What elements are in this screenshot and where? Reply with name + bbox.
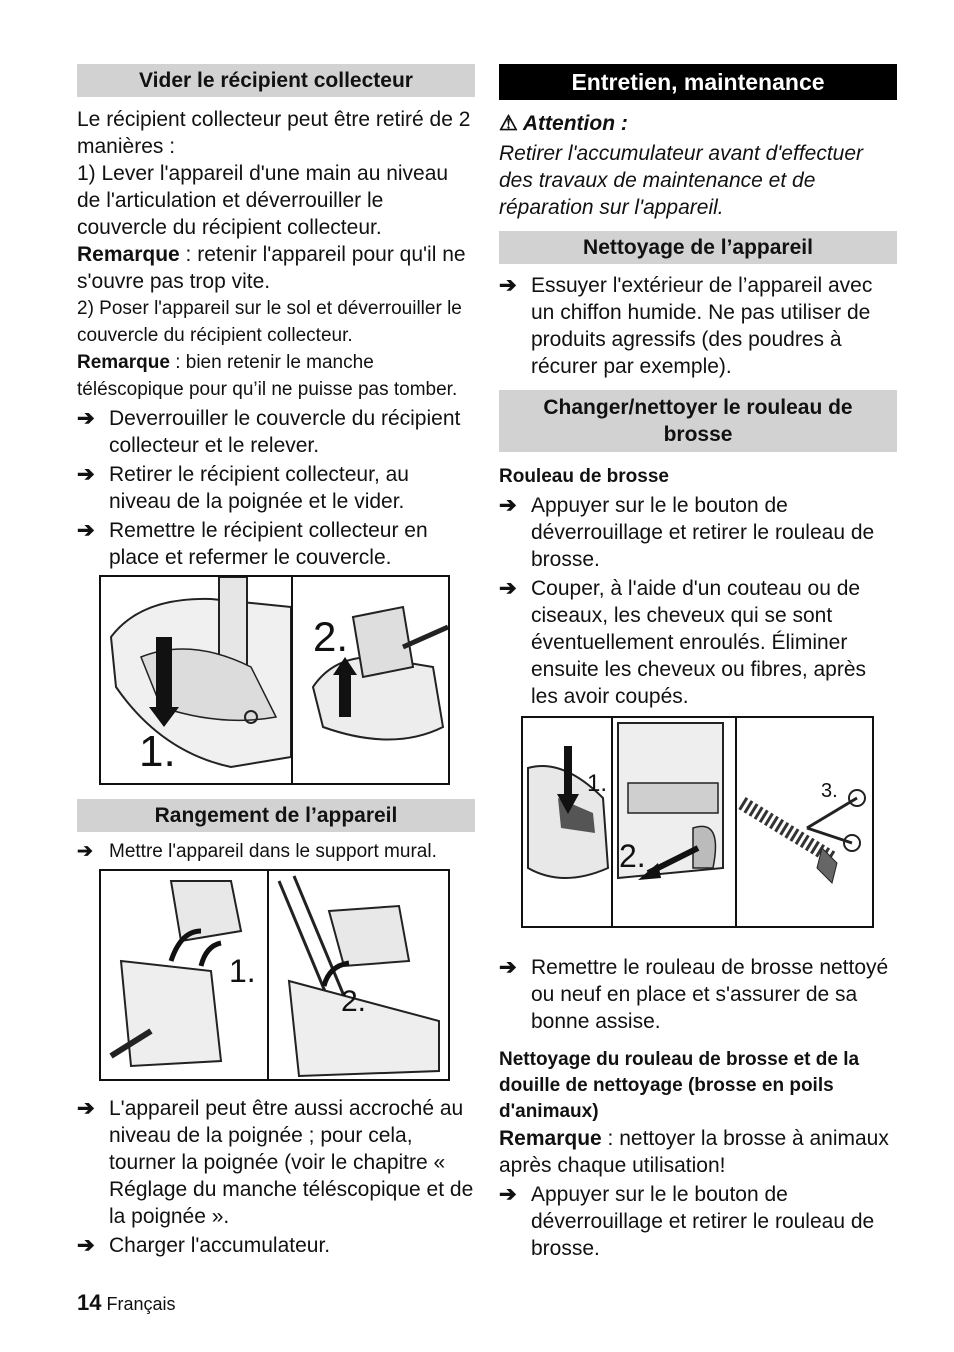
figure-panel bbox=[101, 577, 293, 783]
note-text: : bien retenir le manche téléscopique pour qu’il ne puisse pas tomber. bbox=[77, 352, 458, 400]
figure-panel bbox=[613, 718, 737, 926]
paragraph: Le récipient collecteur peut être retiré de 2 manières : bbox=[77, 108, 471, 158]
figure-panel bbox=[269, 871, 448, 1079]
figure-label: 1. bbox=[139, 727, 176, 776]
arrow-icon: ➔ bbox=[499, 274, 517, 297]
attention-text: Retirer l'accumulateur avant d'effectuer des travaux de maintenance et de réparation sur l'appareil. bbox=[499, 142, 864, 219]
figure-label: 1. bbox=[229, 953, 256, 989]
chapter-title: Entretien, maintenance bbox=[499, 64, 897, 100]
list-item: ➔ Appuyer sur le le bouton de déverrouillage et retirer le rouleau de brosse. bbox=[499, 494, 875, 571]
arrow-icon: ➔ bbox=[77, 463, 95, 486]
list-item: ➔ Essuyer l'extérieur de l’appareil avec un chiffon humide. Ne pas utiliser de produits agressifs (des poudres à récurer par exemple). bbox=[499, 274, 873, 378]
note bbox=[77, 349, 475, 403]
subheading: Rouleau de brosse bbox=[499, 466, 669, 487]
arrow-icon: ➔ bbox=[77, 1097, 95, 1120]
note bbox=[77, 241, 475, 295]
note-label: Remarque bbox=[77, 352, 170, 373]
note-label: Remarque bbox=[77, 243, 180, 266]
figure-label: 3. bbox=[821, 780, 838, 802]
arrow-icon: ➔ bbox=[499, 956, 517, 979]
list-item: ➔ Charger l'accumulateur. bbox=[77, 1234, 331, 1257]
figure-brush-roller bbox=[521, 716, 874, 928]
list-item: ➔ Remettre le rouleau de brosse nettoyé ou neuf en place et s'assurer de sa bonne assise. bbox=[499, 956, 889, 1033]
list-item: ➔ Deverrouiller le couvercle du récipient collecteur et le relever. bbox=[77, 407, 461, 457]
warning-icon: ⚠ bbox=[499, 112, 518, 135]
paragraph: 1) Lever l'appareil d'une main au niveau de l'articulation et déverrouiller le couvercle du récipient collecteur. bbox=[77, 162, 449, 239]
subheading: Nettoyage du rouleau de brosse et de la douille de nettoyage (brosse en poils d'animaux) bbox=[499, 1049, 860, 1122]
list-item: ➔ L'appareil peut être aussi accroché au niveau de la poignée ; pour cela, tourner la poignée (voir le chapitre « Réglage du manche téléscopique et de la poignée ». bbox=[77, 1097, 474, 1228]
list-item: ➔ Appuyer sur le le bouton de déverrouillage et retirer le rouleau de brosse. bbox=[499, 1183, 875, 1260]
note bbox=[499, 1125, 897, 1179]
arrow-icon: ➔ bbox=[77, 841, 93, 862]
arrow-icon: ➔ bbox=[77, 407, 95, 430]
arrow-icon: ➔ bbox=[499, 494, 517, 517]
section-title-brush-roller: Changer/nettoyer le rouleau de brosse bbox=[499, 390, 897, 452]
note-label: Remarque bbox=[499, 1127, 602, 1150]
page-number: 14 bbox=[77, 1290, 102, 1315]
page-footer bbox=[77, 1290, 176, 1316]
right-column bbox=[499, 64, 897, 1264]
attention-heading: ⚠ Attention : bbox=[499, 112, 628, 135]
figure-wall-mount bbox=[99, 869, 450, 1081]
language-label: Français bbox=[106, 1294, 176, 1314]
figure-label: 2. bbox=[313, 613, 349, 660]
figure-panel bbox=[737, 718, 872, 926]
section-title-storage: Rangement de l’appareil bbox=[77, 799, 475, 832]
list-item: ➔ Couper, à l'aide d'un couteau ou de ciseaux, les cheveux qui se sont éventuellement enroulés. Éliminer ensuite les cheveux ou fibres, après les avoir coupés. bbox=[499, 577, 867, 708]
left-column bbox=[77, 64, 475, 1261]
list-item: ➔ Mettre l'appareil dans le support mural. bbox=[77, 838, 475, 865]
figure-panel bbox=[293, 577, 448, 783]
list-item: ➔ Remettre le récipient collecteur en place et refermer le couvercle. bbox=[77, 519, 428, 569]
figure-label: 1. bbox=[587, 770, 608, 797]
figure-panel bbox=[101, 871, 269, 1079]
list-item: ➔ Retirer le récipient collecteur, au niveau de la poignée et le vider. bbox=[77, 463, 409, 513]
arrow-icon: ➔ bbox=[499, 577, 517, 600]
arrow-icon: ➔ bbox=[77, 519, 95, 542]
note-text: : nettoyer la brosse à animaux après chaque utilisation! bbox=[499, 1127, 889, 1177]
figure-label: 2. bbox=[619, 838, 646, 874]
section-title-cleaning: Nettoyage de l’appareil bbox=[499, 231, 897, 264]
figure-panel bbox=[523, 718, 613, 926]
paragraph: 2) Poser l'appareil sur le sol et déverrouiller le couvercle du récipient collecteur. bbox=[77, 298, 462, 346]
arrow-icon: ➔ bbox=[77, 1234, 95, 1257]
figure-empty-container bbox=[99, 575, 450, 785]
arrow-icon: ➔ bbox=[499, 1183, 517, 1206]
figure-label: 2. bbox=[341, 985, 367, 1018]
section-title-empty-container: Vider le récipient collecteur bbox=[77, 64, 475, 97]
note-text: : retenir l'appareil pour qu'il ne s'ouvre pas trop vite. bbox=[77, 243, 466, 293]
